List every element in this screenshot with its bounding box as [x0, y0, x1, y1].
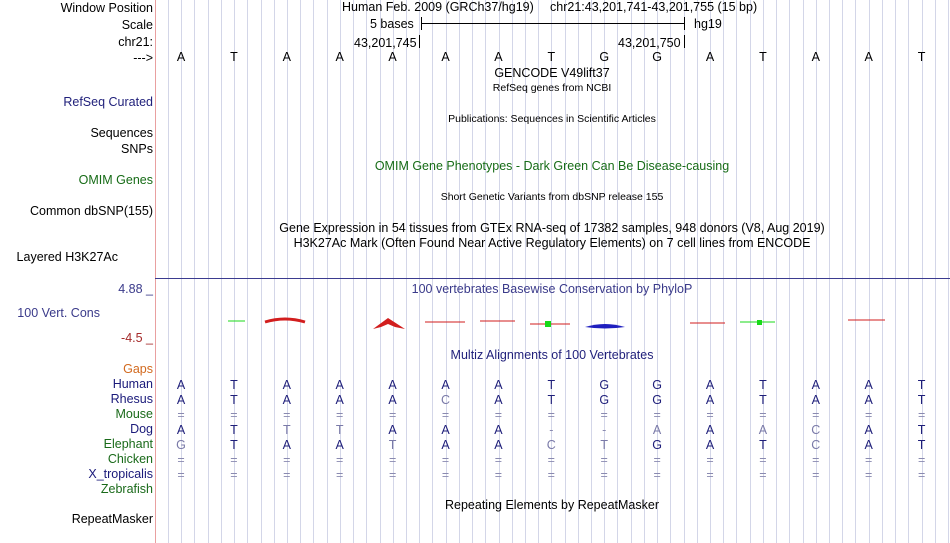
alignment-base: = — [230, 468, 238, 482]
position-readout: chr21:43,201,741-43,201,755 (15 bp) — [550, 0, 758, 14]
alignment-base: T — [388, 438, 397, 452]
grid-line — [459, 0, 460, 543]
alignment-base: = — [706, 453, 714, 467]
sequence-base: A — [335, 50, 344, 64]
alignment-base: T — [230, 423, 238, 437]
sequence-base: A — [176, 50, 186, 64]
cons-min-label: -4.5 _ — [121, 331, 153, 345]
grid-line — [948, 0, 949, 543]
species-label[interactable]: Human — [112, 377, 153, 391]
logo-a-large-mark — [373, 318, 405, 329]
grid-line — [168, 0, 169, 543]
refseq-track-title[interactable]: RefSeq genes from NCBI — [492, 82, 612, 94]
sequence-base: T — [230, 50, 238, 64]
alignment-base: = — [759, 468, 767, 482]
omim-track-title[interactable]: OMIM Gene Phenotypes - Dark Green Can Be Disease-causing — [374, 159, 730, 173]
grid-line — [194, 0, 195, 543]
alignment-base: A — [705, 438, 715, 452]
grid-line — [776, 0, 777, 543]
layered-h3k27ac-label[interactable]: Layered H3K27Ac — [16, 250, 118, 264]
alignment-base: = — [600, 408, 608, 422]
alignment-base: = — [388, 453, 397, 467]
alignment-base: T — [917, 438, 926, 452]
100-vert-cons-label[interactable]: 100 Vert. Cons — [17, 306, 100, 320]
scale-bar-right-tick — [684, 17, 685, 30]
alignment-base: G — [652, 393, 662, 407]
alignment-base: C — [811, 438, 821, 452]
alignment-base: A — [705, 423, 715, 437]
sequence-base: A — [705, 50, 715, 64]
publications-track-title[interactable]: Publications: Sequences in Scientific Articles — [448, 113, 656, 125]
alignment-base: T — [917, 378, 926, 392]
alignment-base: = — [547, 408, 555, 422]
alignment-base: T — [917, 423, 926, 437]
alignment-base: = — [177, 408, 185, 422]
refseq-curated-label[interactable]: RefSeq Curated — [63, 95, 153, 109]
alignment-base: A — [652, 423, 662, 437]
coord-left: 43,201,745 — [354, 36, 417, 50]
alignment-base: T — [547, 393, 556, 407]
grid-line — [670, 0, 671, 543]
alignment-base: = — [653, 408, 661, 422]
alignment-base: T — [230, 378, 238, 392]
alignment-base: T — [547, 378, 556, 392]
alignment-base: A — [176, 393, 186, 407]
scale-bar-left-tick — [421, 17, 422, 30]
alignment-base: = — [283, 468, 291, 482]
snps-label[interactable]: SNPs — [121, 142, 153, 156]
grid-line — [406, 0, 407, 543]
grid-line — [353, 0, 354, 543]
logo-green-mark — [757, 320, 762, 325]
alignment-base: = — [441, 453, 450, 467]
alignment-base: = — [759, 453, 767, 467]
grid-line — [789, 0, 790, 543]
alignment-base: = — [283, 453, 291, 467]
cons-max-label: 4.88 _ — [118, 282, 153, 296]
alignment-base: A — [441, 423, 450, 437]
alignment-base: - — [549, 423, 554, 437]
chrom-label: chr21: — [118, 35, 153, 49]
species-label[interactable]: Mouse — [115, 407, 153, 421]
alignment-base: - — [602, 423, 607, 437]
grid-line — [247, 0, 248, 543]
alignment-base: = — [547, 453, 555, 467]
grid-line — [895, 0, 896, 543]
alignment-base: = — [917, 468, 926, 482]
species-label[interactable]: Elephant — [103, 437, 153, 451]
grid-line — [842, 0, 843, 543]
grid-line — [485, 0, 486, 543]
alignment-base: A — [758, 423, 768, 437]
sequence-base: A — [494, 50, 503, 64]
alignment-base: A — [705, 393, 715, 407]
alignment-base: A — [176, 423, 186, 437]
grid-line — [617, 0, 618, 543]
grid-line — [221, 0, 222, 543]
grid-line — [472, 0, 473, 543]
grid-line — [261, 0, 262, 543]
alignment-base: = — [812, 453, 820, 467]
alignment-base: A — [494, 438, 503, 452]
alignment-base: = — [653, 453, 661, 467]
gencode-track-title[interactable]: GENCODE V49lift37 — [494, 66, 610, 80]
alignment-base: A — [811, 393, 820, 407]
grid-line — [908, 0, 909, 543]
alignment-base: = — [388, 468, 397, 482]
alignment-base: A — [494, 423, 503, 437]
alignment-base: T — [759, 393, 767, 407]
alignment-base: = — [600, 453, 608, 467]
alignment-base: T — [759, 438, 767, 452]
sequence-base: T — [917, 50, 926, 64]
track-divider — [155, 278, 950, 279]
grid-line — [736, 0, 737, 543]
grid-line — [750, 0, 751, 543]
grid-line — [300, 0, 301, 543]
alignment-base: = — [600, 468, 608, 482]
window-position-label: Window Position — [60, 1, 153, 15]
alignment-base: A — [864, 423, 873, 437]
grid-line — [313, 0, 314, 543]
grid-line — [419, 0, 420, 543]
alignment-base: A — [176, 378, 186, 392]
alignment-base: = — [441, 408, 450, 422]
alignment-base: A — [705, 378, 715, 392]
alignment-base: = — [865, 408, 873, 422]
grid-line — [274, 0, 275, 543]
grid-line — [855, 0, 856, 543]
alignment-base: A — [335, 393, 344, 407]
sequence-base: A — [282, 50, 291, 64]
alignment-base: = — [177, 453, 185, 467]
grid-line — [723, 0, 724, 543]
alignment-base: G — [599, 378, 610, 392]
sequence-base: T — [759, 50, 767, 64]
grid-line — [882, 0, 883, 543]
alignment-base: C — [546, 438, 556, 452]
db-label: hg19 — [694, 17, 722, 31]
multiz-track-title[interactable]: Multiz Alignments of 100 Vertebrates — [450, 348, 654, 362]
logo-g-mark — [585, 324, 625, 329]
label-separator — [155, 0, 156, 543]
repeatmasker-label[interactable]: RepeatMasker — [71, 512, 153, 526]
alignment-base: A — [441, 378, 450, 392]
alignment-base: = — [865, 468, 873, 482]
alignment-base: = — [917, 453, 926, 467]
coord-left-tick — [419, 35, 420, 48]
h3k27ac-track-title[interactable]: H3K27Ac Mark (Often Found Near Active Regulatory Elements) on 7 cell lines from ENCODE — [293, 236, 811, 250]
alignment-base: A — [335, 438, 344, 452]
alignment-base: T — [600, 438, 608, 452]
alignment-base: A — [441, 438, 450, 452]
omim-genes-label[interactable]: OMIM Genes — [78, 173, 153, 187]
alignment-base: = — [283, 408, 291, 422]
grid-line — [935, 0, 936, 543]
grid-line — [803, 0, 804, 543]
assembly-title: Human Feb. 2009 (GRCh37/hg19) — [342, 0, 534, 14]
common-dbsnp-label[interactable]: Common dbSNP(155) — [30, 204, 153, 218]
dbsnp-track-title[interactable]: Short Genetic Variants from dbSNP release 155 — [440, 191, 664, 203]
alignment-base: = — [494, 408, 503, 422]
alignment-base: G — [652, 438, 662, 452]
alignment-base: A — [388, 393, 397, 407]
alignment-base: G — [599, 393, 610, 407]
conservation-logo[interactable] — [155, 310, 950, 335]
sequence-base: A — [864, 50, 873, 64]
alignment-base: = — [230, 408, 238, 422]
alignment-base: = — [547, 468, 555, 482]
species-label[interactable]: Zebrafish — [100, 482, 153, 496]
grid-line — [327, 0, 328, 543]
alignment-base: = — [759, 408, 767, 422]
alignment-base: = — [494, 453, 503, 467]
alignment-base: = — [336, 408, 344, 422]
alignment-base: C — [440, 393, 451, 407]
alignment-base: A — [282, 438, 291, 452]
strand-label[interactable]: ---> — [133, 51, 153, 65]
alignment-base: = — [494, 468, 503, 482]
sequence-base: G — [599, 50, 610, 64]
sequence-base: T — [547, 50, 556, 64]
alignment-base: T — [230, 393, 238, 407]
alignment-base: = — [865, 453, 873, 467]
sequence-base: A — [441, 50, 450, 64]
coord-right-tick — [684, 35, 685, 48]
alignment-base: = — [812, 468, 820, 482]
alignment-base: = — [388, 408, 397, 422]
alignment-base: T — [230, 438, 238, 452]
grid-line — [380, 0, 381, 543]
scale-label: Scale — [121, 18, 153, 32]
grid-line — [208, 0, 209, 543]
logo-green-mark — [545, 321, 551, 327]
grid-line — [366, 0, 367, 543]
alignment-base: = — [653, 468, 661, 482]
alignment-base: A — [864, 438, 873, 452]
alignment-base: = — [706, 468, 714, 482]
alignment-base: C — [811, 423, 821, 437]
species-label[interactable]: Dog — [130, 422, 153, 436]
alignment-base: A — [864, 378, 873, 392]
alignment-base: A — [282, 393, 291, 407]
conservation-track-title[interactable]: 100 vertebrates Basewise Conservation by PhyloP — [411, 282, 693, 296]
alignment-base: = — [706, 408, 714, 422]
alignment-base: = — [336, 453, 344, 467]
repeatmasker-track-title[interactable]: Repeating Elements by RepeatMasker — [444, 498, 660, 512]
grid-line — [631, 0, 632, 543]
alignment-base: = — [917, 408, 926, 422]
alignment-base: A — [282, 378, 291, 392]
alignment-base: G — [652, 378, 662, 392]
grid-line — [697, 0, 698, 543]
alignment-base: T — [917, 393, 926, 407]
alignment-base: = — [230, 453, 238, 467]
sequence-base: G — [652, 50, 662, 64]
alignment-base: = — [336, 468, 344, 482]
grid-line — [432, 0, 433, 543]
scale-text: 5 bases — [370, 17, 414, 31]
alignment-base: A — [335, 378, 344, 392]
alignment-base: T — [282, 423, 291, 437]
alignment-base: A — [494, 393, 503, 407]
alignment-base: A — [811, 378, 820, 392]
alignment-base: A — [388, 378, 397, 392]
grid-line — [644, 0, 645, 543]
alignment-base: = — [441, 468, 450, 482]
gaps-label[interactable]: Gaps — [123, 362, 153, 376]
species-label[interactable]: Chicken — [107, 452, 153, 466]
coord-right: 43,201,750 — [618, 36, 681, 50]
alignment-base: T — [335, 423, 344, 437]
alignment-base: A — [494, 378, 503, 392]
alignment-base: = — [177, 468, 185, 482]
species-label[interactable]: Rhesus — [110, 392, 153, 406]
sequences-label[interactable]: Sequences — [90, 126, 153, 140]
grid-line — [684, 0, 685, 543]
species-label[interactable]: X_tropicalis — [88, 467, 153, 481]
scale-bar — [421, 23, 685, 24]
gtex-track-title[interactable]: Gene Expression in 54 tissues from GTEx RNA-seq of 17382 samples, 948 donors (V8, Aug 2019) — [279, 221, 825, 235]
alignment-base: A — [864, 393, 873, 407]
sequence-base: A — [811, 50, 820, 64]
logo-a-mark — [265, 319, 305, 322]
alignment-base: A — [388, 423, 397, 437]
alignment-base: = — [812, 408, 820, 422]
alignment-base: G — [176, 438, 186, 452]
sequence-base: A — [388, 50, 397, 64]
grid-line — [829, 0, 830, 543]
alignment-base: T — [759, 378, 767, 392]
